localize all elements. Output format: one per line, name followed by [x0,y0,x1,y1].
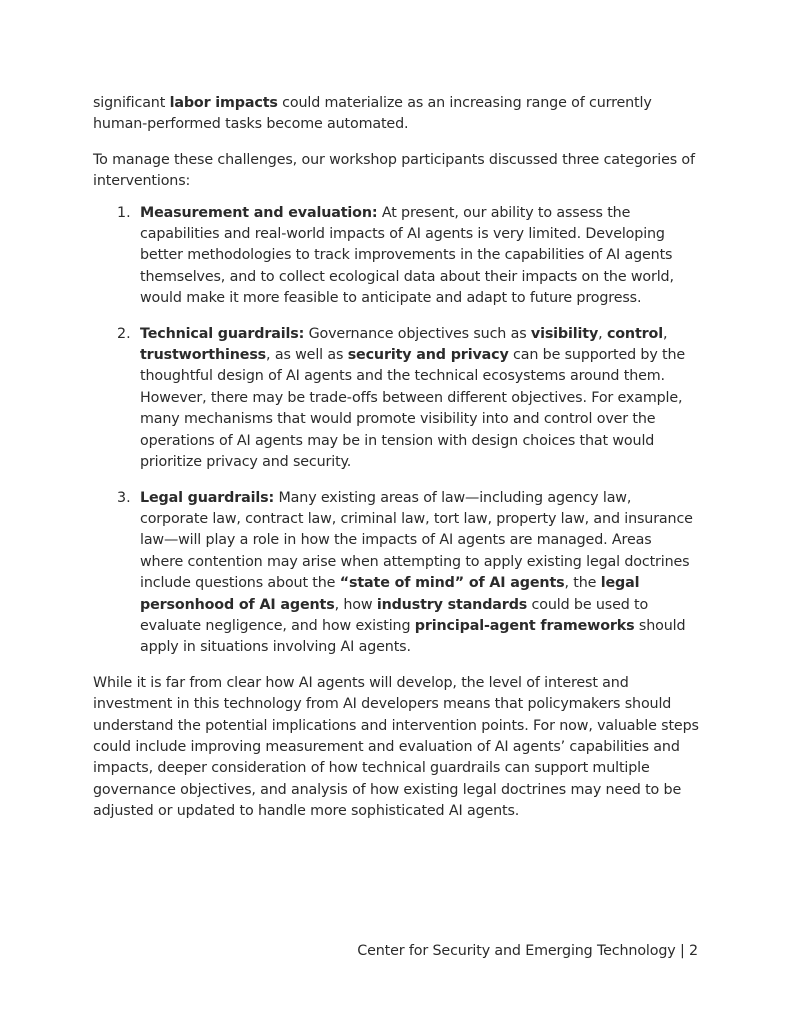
document-body [93,93,699,823]
paragraph-closing: While it is far from clear how AI agents will develop, the level of interest and investment in this technology from AI developers means that policymakers should understand the potential implications and intervention points. For now, valuable steps could include improving measurement and evaluation of AI agents’ capabilities and impacts, deeper consideration of how technical guardrails can support multiple governance objectives, and analysis of how existing legal doctrines may need to be adjusted or updated to handle more sophisticated AI agents. [93,674,699,820]
interventions-list [93,203,699,659]
paragraph-labor-impacts: significant labor impacts could materialize as an increasing range of currently human-performed tasks become automated. [93,95,652,133]
list-item-technical-guardrails: 2. Technical guardrails: Governance objectives such as visibility, control, trustworthiness, as well as security and privacy can be supported by the thoughtful design of AI agents and the technical ecosystems around them. However, there may be trade-offs between different objectives. For example, many mechanisms that would promote visibility into and control over the operations of AI agents may be in tension with design choices that would prioritize privacy and security. [117,325,686,471]
list-item-measurement: 1. Measurement and evaluation: At present, our ability to assess the capabilities and real-world impacts of AI agents is very limited. Developing better methodologies to track improvements in the capabilities of AI agents themselves, and to collect ecological data about their impacts on the world, would make it more feasible to anticipate and adapt to future progress. [117,204,674,307]
list-number: 1. [117,204,131,221]
item-title: Legal guardrails: [140,489,275,506]
page-footer: Center for Security and Emerging Technology | 2 [357,943,698,959]
bold-labor-impacts: labor impacts [169,95,278,111]
item-title: Measurement and evaluation: [140,204,378,221]
list-item-legal-guardrails: 3. Legal guardrails: Many existing areas of law—including agency law, corporate law, contract law, criminal law, tort law, property law, and insurance law—will play a role in how the impacts of AI agents are managed. Areas where contention may arise when attempting to apply existing legal doctrines include questions about the “state of mind” of AI agents, the legal personhood of AI agents, how industry standards could be used to evaluate negligence, and how existing principal-agent frameworks should apply in situations involving AI agents. [117,489,693,656]
paragraph-intro: To manage these challenges, our workshop participants discussed three categories of interventions: [93,151,695,190]
list-number: 3. [117,489,131,506]
item-title: Technical guardrails: [140,325,305,342]
list-number: 2. [117,325,131,342]
